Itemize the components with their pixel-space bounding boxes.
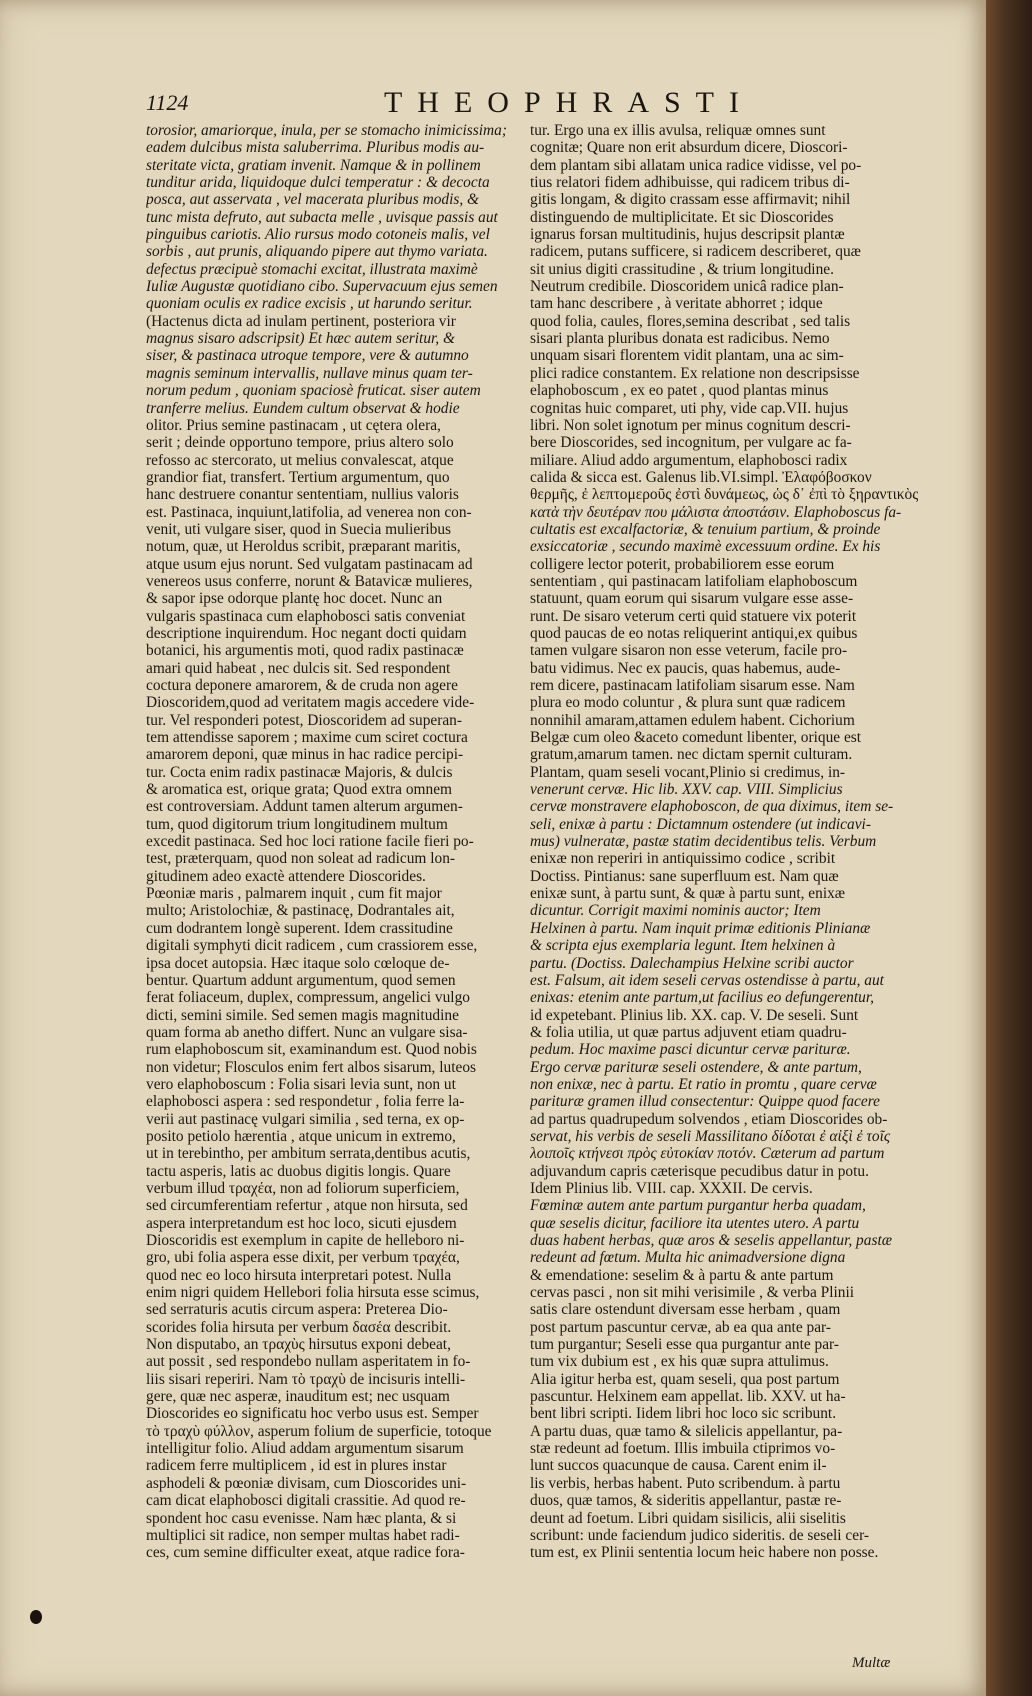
text-line: distinguendo de multiplicitate. Et sic Dioscorides (530, 208, 834, 226)
text-line: cum dodrantem longè superent. Idem crassitudine (146, 919, 453, 937)
text-line: intelligitur folio. Aliud addam argumentum sisarum (146, 1440, 464, 1458)
text-line: aut possit , sed respondebo nullam asperitatem in fo- (146, 1353, 471, 1371)
text-line: eadem dulcibus mista saluberrima. Pluribus modis au- (146, 139, 485, 157)
text-line: scribunt: unde faciendum judico sideritis. de seseli cer- (530, 1526, 870, 1544)
text-line: sorbis , aut prunis, aliquando pipere aut thymo variata. (146, 243, 488, 261)
text-line: tunditur arida, liquidoque dulci temperatur : & decocta (146, 174, 490, 192)
text-line: cognitæ; Quare non erit absurdum dicere, Dioscori- (530, 139, 848, 157)
text-line: venit, uti vulgare siser, quod in Suecia mulieribus (146, 520, 452, 538)
text-line: verbum illud τραχέα, non ad foliorum superficiem, (146, 1179, 460, 1197)
text-line: excedit pastinaca. Sed hoc loci ratione facile fieri po- (146, 833, 474, 851)
text-line: sententiam , qui pastinacam latifoliam elaphoboscum (530, 572, 858, 590)
text-line: vulgaris spastinaca cum elaphobosci satis conveniat (146, 607, 466, 625)
text-line: tur. Vel responderi potest, Dioscoridem ad superan- (146, 711, 463, 729)
text-line: enixæ sunt, à partu sunt, & quæ à partu sunt, enixæ (530, 885, 846, 903)
text-line: elaphoboscum , ex eo patet , quod plantas minus (530, 382, 829, 400)
text-line: Non disputabo, an τραχὺς hirsutus exponi debeat, (146, 1336, 451, 1354)
text-line: pinguibus cariotis. Alio rursus modo cotoneis malis, vel (146, 226, 490, 244)
text-line: adjuvandum capris cæterisque pecudibus datur in potu. (530, 1162, 869, 1180)
text-line: venerunt cervæ. Hic lib. XXV. cap. VIII. Simplicius (530, 781, 843, 799)
text-line: aspera interpretandum est hoc loco, sicuti ejusdem (146, 1214, 457, 1232)
text-line: Dioscoridem,quod ad veritatem magis accedere vide- (146, 694, 475, 712)
text-line: coctura deponere amarorem, & de cruda non agere (146, 677, 458, 694)
text-line: Helxinen à partu. Nam inquit primæ editionis Plinianæ (530, 919, 871, 937)
text-line: posito petiolo hærentia , atque unicum in extremo, (146, 1127, 456, 1145)
text-line: Iuliæ Augustæ quotidiano cibo. Supervacuum ejus semen (146, 278, 498, 296)
text-line: venereos usus conferre, norunt & Batavicæ mulieres, (146, 572, 473, 590)
text-line: elaphobosci aspera : sed respondetur , folia ferre la- (146, 1093, 465, 1111)
text-line: bere Dioscorides, sed incognitum, per vulgare ac fa- (530, 434, 852, 452)
text-line: cervas pasci , non sit mihi verisimile , & verba Plinii (530, 1284, 854, 1302)
text-line: Ergo cervæ parituræ seseli ostendere, & ante partum, (530, 1058, 862, 1076)
text-line: tum vix dubium est , ex his quæ supra attulimus. (530, 1353, 829, 1371)
text-line: & sapor ipse odorque plantę hoc docet. Nunc an (146, 590, 443, 608)
catchword: Multæ (852, 1655, 891, 1671)
text-line: quod paucas de eo notas reliquerint antiqui,ex quibus (530, 624, 858, 642)
text-line: tum, quod digitorum trium longitudinem multum (146, 815, 448, 833)
text-line: sed serraturis acutis circum aspera: Preterea Dio- (146, 1301, 448, 1319)
text-line: & folia utilia, ut quæ partus adjuvent etiam quadru- (530, 1023, 847, 1041)
text-line: dem plantam sibi allatam unica radice vidisse, vel po- (530, 156, 862, 174)
text-line: Pœoniæ maris , palmarem inquit , cum fit major (146, 885, 442, 903)
text-line: refosso ac stercorato, ut melius convalescat, atque (146, 451, 454, 469)
text-line: amarorem deponi, quæ minus in hac radice percipi- (146, 746, 464, 764)
text-line: enixas: etenim ante partum,ut facilius eo defungerentur, (530, 989, 874, 1007)
text-line: post partum pascuntur cervæ, ab ea qua ante par- (530, 1318, 831, 1336)
text-line: cam dicat elaphobosci digitali crassitie. Ad quod re- (146, 1492, 466, 1510)
text-line: sit unius digiti crassitudine , & trium longitudine. (530, 260, 834, 278)
text-line: asphodeli & pœoniæ divisam, cum Dioscorides uni- (146, 1474, 467, 1492)
text-line: gitis longam, & digito crassam esse affirmavit; nihil (530, 191, 851, 209)
text-line: pascuntur. Helxinem eam appellat. lib. XXV. ut ha- (530, 1388, 846, 1406)
text-line: multiplici sit radice, non semper multas habet radi- (146, 1526, 460, 1544)
text-line: miliare. Aliud addo argumentum, elaphobosci radix (530, 451, 848, 469)
text-line: colligere lector poterit, probabiliorem esse eorum (530, 555, 835, 573)
text-line: rum elaphoboscum sit, examinandum est. Quod nobis (146, 1041, 477, 1059)
left-text-column (146, 122, 516, 1562)
text-line: deunt ad foetum. Libri quidam sisilicis, alii siselitis (530, 1509, 846, 1527)
text-line: libri. Non solet ignotum per minus cognitum descri- (530, 416, 851, 434)
text-line: plura eo modo coluntur , & plura sunt quæ radicem (530, 694, 846, 712)
text-line: vero elaphoboscum : Folia sisari levia sunt, non ut (146, 1075, 456, 1093)
text-line: spondent hoc casu evenisse. Nam hæc planta, & si (146, 1509, 457, 1527)
text-line: est controversiam. Addunt tamen alterum argumen- (146, 798, 463, 816)
text-line: radicem, putans sufficere, si radicem describeret, quæ (530, 243, 861, 261)
text-line: gratum,amarum tamen. nec dictam spernit culturam. (530, 746, 853, 764)
text-line: servat, his verbis de seseli Massilitano δίδοται ἐ αἰξὶ ἐ τοῖς (530, 1127, 891, 1145)
text-line: amari quid habeat , nec dulcis sit. Sed respondent (146, 659, 451, 677)
text-line: duos, quæ tamos, & sideritis appellantur, pastæ re- (530, 1492, 842, 1510)
text-line: & emendatione: seselim & à partu & ante partum (530, 1266, 834, 1284)
ink-blot (30, 1610, 42, 1624)
text-line: nonnihil amaram,attamen edulem habent. Cichorium (530, 711, 855, 729)
text-line: pedum. Hoc maxime pasci dicuntur cervæ parituræ. (530, 1041, 851, 1059)
text-line: enixæ non reperiri in antiquissimo codice , scribit (530, 850, 836, 868)
text-line: magnis seminum intervallis, nullave minus quam ter- (146, 364, 473, 382)
text-line: bentur. Quartum addunt argumentum, quod semen (146, 971, 456, 989)
text-line: tamen vulgare sisaron non esse veterum, facile pro- (530, 642, 848, 660)
text-line: parituræ gramen illud consectentur: Quippe quod facere (530, 1093, 880, 1111)
text-line: tem attendisse saporem ; maxime cum sciret coctura (146, 729, 468, 747)
text-line: tum est, ex Plinii sententia locum heic habere non posse. (530, 1544, 879, 1562)
text-line: radicem ferre multiplicem , id est in plures instar (146, 1457, 447, 1475)
text-line: quæ seselis dicitur, faciliore ita utentes utero. A partu (530, 1214, 860, 1232)
text-line: quam forma ab anetho differt. Nunc an vulgare sisa- (146, 1023, 468, 1041)
text-line: A partu duas, quæ tamo & silelicis appellantur, pa- (530, 1422, 843, 1440)
text-line: liis sisari reperiri. Nam τὸ τραχὺ de incisuris intelli- (146, 1370, 466, 1388)
text-line: norum pedum , quoniam spaciosè fruticat. siser autem (146, 382, 481, 400)
text-line: test, præterquam, quod non soleat ad radicum lon- (146, 850, 456, 868)
text-line: plici radice constantem. Ex relatione non descripsisse (530, 364, 860, 382)
text-line: Dioscoridis est exemplum in capite de helleboro ni- (146, 1232, 465, 1249)
text-line: descriptione inquirendum. Hoc negant docti quidam (146, 624, 467, 642)
text-line: digitali symphyti dicit radicem , cum crassiorem esse, (146, 937, 478, 955)
text-line: dicuntur. Corrigit maximi nominis auctor; Item (530, 902, 821, 920)
text-line: tum purgantur; Seseli esse qua purgantur ante par- (530, 1336, 839, 1354)
text-line: satis clare ostendunt diversam esse herbam , quam (530, 1301, 841, 1319)
text-line: Fœminæ autem ante partum purgantur herba quadam, (530, 1197, 866, 1215)
text-line: quoniam oculis ex radice excisis , ut harundo seritur. (146, 295, 473, 313)
text-line: enim nigri quidem Hellebori folia hirsuta esse scimus, (146, 1284, 480, 1302)
page-header (146, 86, 932, 120)
text-line: dicti, semini simile. Sed semen magis magnitudine (146, 1006, 459, 1024)
text-line: id expetebant. Plinius lib. XX. cap. V. De seseli. Sunt (530, 1006, 859, 1024)
text-line: statuunt, quam eorum qui sisarum vulgare esse asse- (530, 590, 854, 608)
text-line: ferat foliaceum, duplex, compressum, angelici vulgo (146, 989, 470, 1007)
text-line: bent libri scripti. Iidem libri hoc loco sic scribunt. (530, 1405, 837, 1423)
text-line: cognitas huic comparet, uti phy, vide cap.VII. hujus (530, 399, 849, 417)
text-line: multo; Aristolochiæ, & pastinacę, Dodrantales ait, (146, 902, 455, 920)
text-line: batu vidimus. Nec ex paucis, quas habemus, aude- (530, 659, 841, 677)
right-text-column (530, 122, 918, 1562)
text-line: ignarus forsan multitudinis, hujus descripsit plantæ (530, 226, 845, 244)
text-line: & aromatica est, orique grata; Quod extra omnem (146, 781, 452, 799)
text-line: magnus sisaro adscripsit) Et hæc autem seritur, & (146, 330, 455, 348)
text-line: κατὰ τὴν δευτέραν που μάλιστα ἀποστάσιν. Elaphoboscus fa- (530, 503, 902, 521)
text-line: stæ redeunt ad foetum. Illis imbuila ctiprimos vo- (530, 1440, 836, 1458)
text-line: est. Pastinaca, inquiunt,latifolia, ad venerea non con- (146, 503, 472, 521)
text-line: notum, quæ, ut Heroldus scribit, præparant maritis, (146, 538, 461, 556)
text-line: tam hanc describere , à veritate abhorret ; idque (530, 295, 823, 313)
text-line: rem dicere, pastinacam latifoliam sisarum esse. Nam (530, 677, 855, 694)
text-line: Plantam, quam seseli vocant,Plinio si credimus, in- (530, 763, 846, 781)
text-line: ipsa docet autopsia. Hæc itaque solo cœloque de- (146, 954, 450, 972)
text-line: torosior, amariorque, inula, per se stomacho inimicissima; (146, 122, 507, 139)
text-line: defectus præcipuè stomachi excitat, illustrata maximè (146, 260, 478, 278)
text-line: Neutrum credibile. Dioscoridem unicâ radice plan- (530, 278, 844, 296)
running-head: THEOPHRASTI (383, 86, 754, 119)
text-line: est. Falsum, ait idem seseli cervas ostendisse à partu, aut (530, 971, 884, 989)
text-line: redeunt ad fœtum. Multa hic animadversione digna (530, 1249, 846, 1267)
text-line: calida & sicca est. Galenus lib.VI.simpl. Ἐλαφόβοσκον (530, 468, 872, 486)
text-line: tranferre melius. Eundem cultum observat & hodie (146, 399, 460, 417)
text-line: tur. Cocta enim radix pastinacæ Majoris, & dulcis (146, 763, 453, 781)
text-line: gro, ubi folia aspera esse dixit, per verbum τραχέα, (146, 1249, 460, 1267)
text-line: sed circumferentiam refertur , atque non hirsuta, sed (146, 1197, 468, 1215)
text-line: & scripta ejus exemplaria legunt. Item helxinen à (530, 937, 836, 955)
text-line: posca, aut asservata , vel macerata pluribus modis, & (146, 191, 480, 209)
text-line: quod folia, caules, flores,semina describat , sed talis (530, 312, 851, 330)
text-line: λοιποῖς κτήνεσι πρὸς εὐτοκίαν ποτόν. Cæterum ad partum (530, 1145, 885, 1163)
text-line: atque usum ejus norunt. Sed vulgatam pastinacam ad (146, 555, 473, 573)
text-line: verii aut pastinacę vulgari similia , sed terna, ex op- (146, 1110, 465, 1128)
text-line: steritate victa, gratiam invenit. Namque & in pollinem (146, 156, 481, 174)
text-line: ad partus quadrupedum solvendos , etiam Dioscorides ob- (530, 1110, 888, 1128)
text-line: non videtur; Flosculos enim fert albos sisarum, luteos (146, 1058, 477, 1076)
text-line: Doctiss. Pintianus: sane superfluum est. Nam quæ (530, 867, 839, 885)
text-line: lunt succos quacunque de causa. Carent enim il- (530, 1457, 827, 1475)
text-line: Dioscorides eo significatu hoc verbo usus est. Semper (146, 1405, 479, 1423)
text-line: gitudinem adeo exactè attendere Dioscorides. (146, 867, 426, 885)
text-line: seli, enixæ à partu : Dictamnum ostendere (ut indicavi- (530, 815, 871, 833)
text-line: Idem Plinius lib. VIII. cap. XXXII. De cervis. (530, 1179, 813, 1197)
book-spine-edge (986, 0, 1032, 1696)
text-line: runt. De sisaro veterum certi quid statuere vix poterit (530, 607, 857, 625)
text-line: tur. Ergo una ex illis avulsa, reliquæ omnes sunt (530, 122, 826, 139)
text-line: partu. (Doctiss. Dalechampius Helxine scribi auctor (530, 954, 854, 972)
text-line: gere, quæ nec asperæ, inauditum est; nec usquam (146, 1388, 450, 1406)
text-line: scorides folia hirsuta per verbum δασέα describit. (146, 1318, 452, 1336)
text-line: τὸ τραχὺ φύλλον, asperum folium de superficie, totoque (146, 1422, 492, 1440)
page-number: 1124 (146, 90, 189, 115)
text-line: exsiccatoriæ , secundo maximè excessuum ordine. Ex his (530, 538, 881, 556)
text-line: tactu asperis, latis ac duobus digitis longis. Quare (146, 1162, 451, 1180)
text-line: hanc destruere conantur sententiam, nullius valoris (146, 486, 459, 504)
text-line: sisari planta pluribus donata est radicibus. Nemo (530, 330, 830, 348)
text-line: mus) vulneratæ, pastæ statim decidentibus telis. Verbum (530, 833, 877, 851)
text-line: lis verbis, herbas habent. Puto scribendum. à partu (530, 1474, 841, 1492)
text-line: botanici, his argumentis moti, quod radix pastinacæ (146, 642, 464, 660)
text-line: olitor. Prius semine pastinacam , ut cętera olera, (146, 416, 441, 434)
text-line: quod nec eo loco hirsuta interpretari potest. Nulla (146, 1266, 452, 1284)
text-line: ut in terebintho, per ambitum serrata,dentibus acutis, (146, 1145, 471, 1163)
text-line: cultatis est excalfactoriæ, & tenuium partium, & proinde (530, 520, 881, 538)
text-line: θερμῆς, ἐ λεπτομεροῦς ἐστὶ δυνάμεως, ὡς δ᾽ ἐπὶ τὸ ξηραντικὸς (530, 486, 918, 504)
text-line: duas habent herbas, quæ aros & seselis appellantur, pastæ (530, 1232, 892, 1249)
text-line: siser, & pastinaca utroque tempore, vere & autumno (146, 347, 469, 365)
text-line: unquam sisari florentem vidit plantam, una ac sim- (530, 347, 844, 365)
text-line: (Hactenus dicta ad inulam pertinent, posteriora vir (146, 312, 456, 330)
text-line: ces, cum semine difficulter exeat, atque radice fora- (146, 1544, 465, 1562)
text-line: cervæ monstravere elaphoboscon, de qua diximus, item se- (530, 798, 894, 816)
text-line: tunc mista defruto, aut subacta melle , uvisque passis aut (146, 208, 498, 226)
text-line: non enixæ, nec à partu. Et ratio in promtu , quare cervæ (530, 1075, 877, 1093)
text-line: Belgæ cum oleo &aceto comedunt libenter, orique est (530, 729, 862, 747)
text-line: serit ; deinde opportuno tempore, prius altero solo (146, 434, 454, 452)
text-line: Alia igitur herba est, quam seseli, qua post partum (530, 1370, 840, 1388)
text-line: grandior fiat, transfert. Tertium argumentum, quo (146, 468, 450, 486)
text-line: tius relatori fidem adhibuisse, qui radicem tribus di- (530, 174, 850, 192)
